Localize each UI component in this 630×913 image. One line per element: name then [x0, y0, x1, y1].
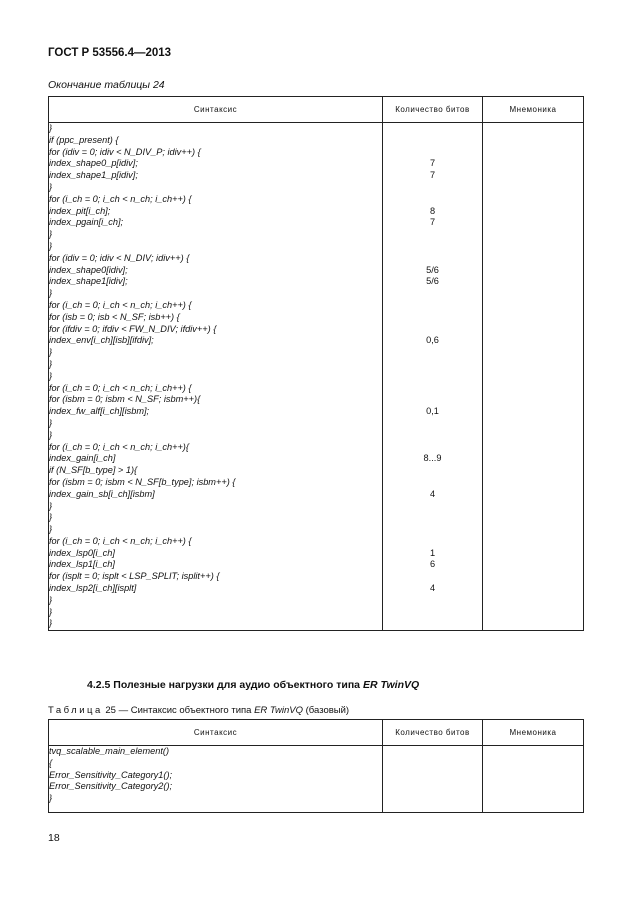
syntax-line: for (i_ch = 0; i_ch < n_ch; i_ch++) { — [49, 193, 192, 204]
bits-value — [383, 770, 482, 782]
bits-value — [383, 618, 482, 630]
syntax-line: index_lsp2[i_ch][isplt] — [49, 583, 137, 594]
bits-value: 7 — [429, 158, 436, 169]
bits-value: 1 — [429, 547, 436, 558]
syntax-line: } — [49, 594, 53, 605]
bits-value: 4 — [429, 583, 436, 594]
header-bits: Количество битов — [383, 97, 483, 123]
bits-value — [383, 347, 482, 359]
caption-text: — Синтаксис объектного типа — [115, 705, 255, 716]
syntax-line: index_lsp0[i_ch] — [49, 547, 115, 558]
syntax-line: } — [49, 524, 53, 535]
syntax-line: } — [49, 793, 53, 804]
bits-value — [383, 501, 482, 513]
syntax-line: index_shape1[idiv]; — [49, 276, 128, 287]
syntax-line: tvq_scalable_main_element() — [49, 746, 170, 756]
caption-number: 25 — [105, 705, 116, 716]
bits-value: 5/6 — [426, 264, 439, 275]
syntax-line: index_shape0_p[idiv]; — [49, 158, 138, 169]
bits-value: 8...9 — [423, 453, 442, 464]
syntax-table-25 — [48, 719, 584, 813]
bits-cell — [383, 123, 483, 631]
mnemonic-cell — [483, 746, 584, 813]
syntax-line: index_env[i_ch][isb][ifdiv]; — [49, 335, 154, 346]
syntax-line: } — [49, 618, 53, 629]
bits-value — [383, 512, 482, 524]
header-syntax: Синтаксис — [49, 720, 383, 746]
syntax-line: } — [49, 181, 53, 192]
header-mnemonic: Мнемоника — [483, 720, 584, 746]
table-continuation-label: Окончание таблицы 24 — [48, 79, 165, 91]
bits-value — [383, 746, 482, 758]
bits-value — [383, 536, 482, 548]
syntax-line: for (isbm = 0; isbm < N_SF[b_type]; isbm++) { — [49, 476, 236, 487]
syntax-line: for (i_ch = 0; i_ch < n_ch; i_ch++) { — [49, 299, 192, 310]
page-number: 18 — [48, 832, 60, 844]
syntax-line: index_gain_sb[i_ch][isbm] — [49, 488, 155, 499]
header-bits: Количество битов — [383, 720, 483, 746]
bits-value: 5/6 — [426, 276, 439, 287]
section-heading — [87, 679, 419, 691]
syntax-cell — [49, 746, 383, 813]
syntax-line: Error_Sensitivity_Category2(); — [49, 781, 173, 792]
syntax-line: for (idiv = 0; idiv < N_DIV; idiv++) { — [49, 252, 190, 263]
syntax-line: index_fw_alf[i_ch][isbm]; — [49, 406, 150, 417]
syntax-line: for (i_ch = 0; i_ch < n_ch; i_ch++) { — [49, 382, 192, 393]
syntax-line: for (isplt = 0; isplt < LSP_SPLIT; isplit++) { — [49, 571, 220, 582]
bits-value: 0,6 — [426, 335, 439, 346]
bits-value — [383, 571, 482, 583]
syntax-line: for (isbm = 0; isbm < N_SF; isbm++){ — [49, 394, 201, 405]
syntax-line: Error_Sensitivity_Category1(); — [49, 769, 173, 780]
syntax-line: { — [49, 757, 53, 768]
bits-value — [383, 135, 482, 147]
syntax-line: index_shape0[idiv]; — [49, 264, 128, 275]
bits-value — [383, 241, 482, 253]
bits-value — [383, 123, 482, 135]
bits-value — [383, 194, 482, 206]
syntax-line: for (idiv = 0; idiv < N_DIV_P; idiv++) { — [49, 146, 201, 157]
bits-value — [383, 229, 482, 241]
syntax-line: for (ifdiv = 0; ifdiv < FW_N_DIV; ifdiv++) { — [49, 323, 217, 334]
syntax-line: index_gain[i_ch] — [49, 453, 116, 464]
syntax-line: } — [49, 123, 53, 133]
syntax-line: } — [49, 229, 53, 240]
syntax-line: } — [49, 288, 53, 299]
bits-value — [383, 288, 482, 300]
bits-value: 7 — [429, 217, 436, 228]
bits-value: 0,1 — [426, 406, 439, 417]
syntax-table-24 — [48, 96, 584, 631]
bits-value — [383, 383, 482, 395]
bits-value: 7 — [429, 170, 436, 181]
table-caption — [48, 705, 349, 716]
syntax-line: for (i_ch = 0; i_ch < n_ch; i_ch++){ — [49, 441, 189, 452]
bits-value — [383, 324, 482, 336]
bits-value — [383, 465, 482, 477]
syntax-line: index_pgain[i_ch]; — [49, 217, 124, 228]
syntax-line: } — [49, 370, 53, 381]
bits-cell — [383, 746, 483, 813]
bits-value — [383, 524, 482, 536]
syntax-line: } — [49, 512, 53, 523]
table-body-row — [49, 123, 584, 631]
table-header-row — [49, 720, 584, 746]
bits-value: 4 — [429, 488, 436, 499]
bits-value — [383, 595, 482, 607]
bits-value — [383, 607, 482, 619]
syntax-line: } — [49, 429, 53, 440]
header-mnemonic: Мнемоника — [483, 97, 584, 123]
bits-value — [383, 477, 482, 489]
syntax-line: index_pit[i_ch]; — [49, 205, 111, 216]
caption-italic: ER TwinVQ — [254, 705, 303, 716]
syntax-line: index_shape1_p[idiv]; — [49, 170, 138, 181]
syntax-line: index_lsp1[i_ch] — [49, 559, 115, 570]
mnemonic-cell — [483, 123, 584, 631]
section-number: 4.2.5 — [87, 679, 111, 691]
syntax-line: } — [49, 347, 53, 358]
syntax-line: for (i_ch = 0; i_ch < n_ch; i_ch++) { — [49, 535, 192, 546]
bits-value — [383, 312, 482, 324]
bits-value — [383, 147, 482, 159]
syntax-line: if (N_SF[b_type] > 1){ — [49, 465, 138, 476]
syntax-line: } — [49, 240, 53, 251]
syntax-line: for (isb = 0; isb < N_SF; isb++) { — [49, 311, 180, 322]
bits-value — [383, 394, 482, 406]
bits-value: 8 — [429, 205, 436, 216]
syntax-line: } — [49, 358, 53, 369]
bits-value — [383, 418, 482, 430]
table-body-row — [49, 746, 584, 813]
table-header-row — [49, 97, 584, 123]
bits-value — [383, 182, 482, 194]
syntax-line: } — [49, 606, 53, 617]
bits-value — [383, 442, 482, 454]
caption-word: Таблица — [48, 705, 103, 716]
syntax-line: } — [49, 500, 53, 511]
syntax-line: if (ppc_present) { — [49, 134, 119, 145]
bits-value — [383, 758, 482, 770]
syntax-line: } — [49, 417, 53, 428]
header-syntax: Синтаксис — [49, 97, 383, 123]
document-header: ГОСТ Р 53556.4—2013 — [48, 47, 172, 59]
bits-value — [383, 300, 482, 312]
bits-value — [383, 430, 482, 442]
section-title-italic: ER TwinVQ — [362, 679, 420, 691]
bits-value — [383, 793, 482, 805]
bits-value — [383, 359, 482, 371]
section-title: Полезные нагрузки для аудио объектного типа — [113, 679, 361, 691]
bits-value — [383, 781, 482, 793]
bits-value: 6 — [429, 559, 436, 570]
bits-value — [383, 371, 482, 383]
syntax-cell — [49, 123, 383, 631]
bits-value — [383, 253, 482, 265]
caption-suffix: (базовый) — [303, 705, 350, 716]
